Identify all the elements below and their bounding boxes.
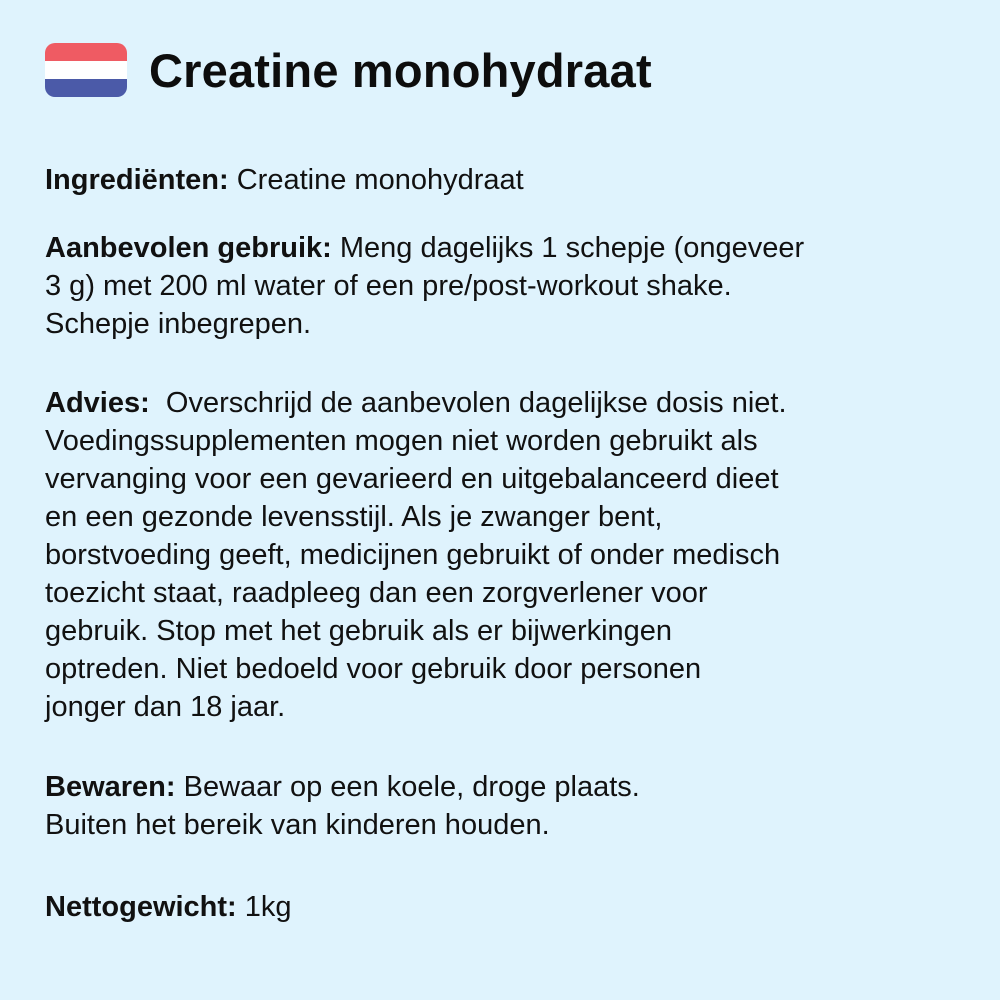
advice-line: vervanging voor een gevarieerd en uitgebalanceerd dieet	[45, 463, 779, 495]
advice-line: jonger dan 18 jaar.	[45, 691, 286, 723]
header	[45, 38, 652, 102]
advice-line: Overschrijd de aanbevolen dagelijkse dosis niet.	[165, 387, 787, 419]
advice-line: borstvoeding geeft, medicijnen gebruikt of onder medisch	[45, 539, 781, 571]
advice-line: toezicht staat, raadpleeg dan een zorgverlener voor	[45, 577, 708, 609]
net-weight-label: Nettogewicht:	[45, 891, 237, 923]
storage-line: Buiten het bereik van kinderen houden.	[45, 809, 550, 841]
storage-line: Bewaar op een koele, droge plaats.	[183, 771, 640, 803]
usage-line: 3 g) met 200 ml water of een pre/post-workout shake.	[45, 270, 732, 302]
usage-line: Meng dagelijks 1 schepje (ongeveer	[339, 232, 805, 264]
netherlands-flag-icon	[45, 43, 127, 97]
ingredients-label: Ingrediënten:	[45, 164, 229, 196]
usage-label: Aanbevolen gebruik:	[45, 232, 332, 264]
advice-line: optreden. Niet bedoeld voor gebruik door personen	[45, 653, 702, 685]
ingredients-section	[45, 161, 945, 199]
usage-section	[45, 229, 945, 343]
usage-line: Schepje inbegrepen.	[45, 308, 312, 340]
net-weight-value: 1kg	[244, 891, 292, 923]
storage-section	[45, 768, 945, 844]
advice-label: Advies:	[45, 387, 150, 419]
advice-section	[45, 384, 945, 726]
net-weight-section	[45, 888, 945, 926]
advice-line: Voedingssupplementen mogen niet worden gebruikt als	[45, 425, 758, 457]
storage-label: Bewaren:	[45, 771, 176, 803]
advice-line: en een gezonde levensstijl. Als je zwanger bent,	[45, 501, 663, 533]
advice-line: gebruik. Stop met het gebruik als er bijwerkingen	[45, 615, 673, 647]
page-title: Creatine monohydraat	[149, 43, 652, 97]
ingredients-text: Creatine monohydraat	[236, 164, 524, 196]
